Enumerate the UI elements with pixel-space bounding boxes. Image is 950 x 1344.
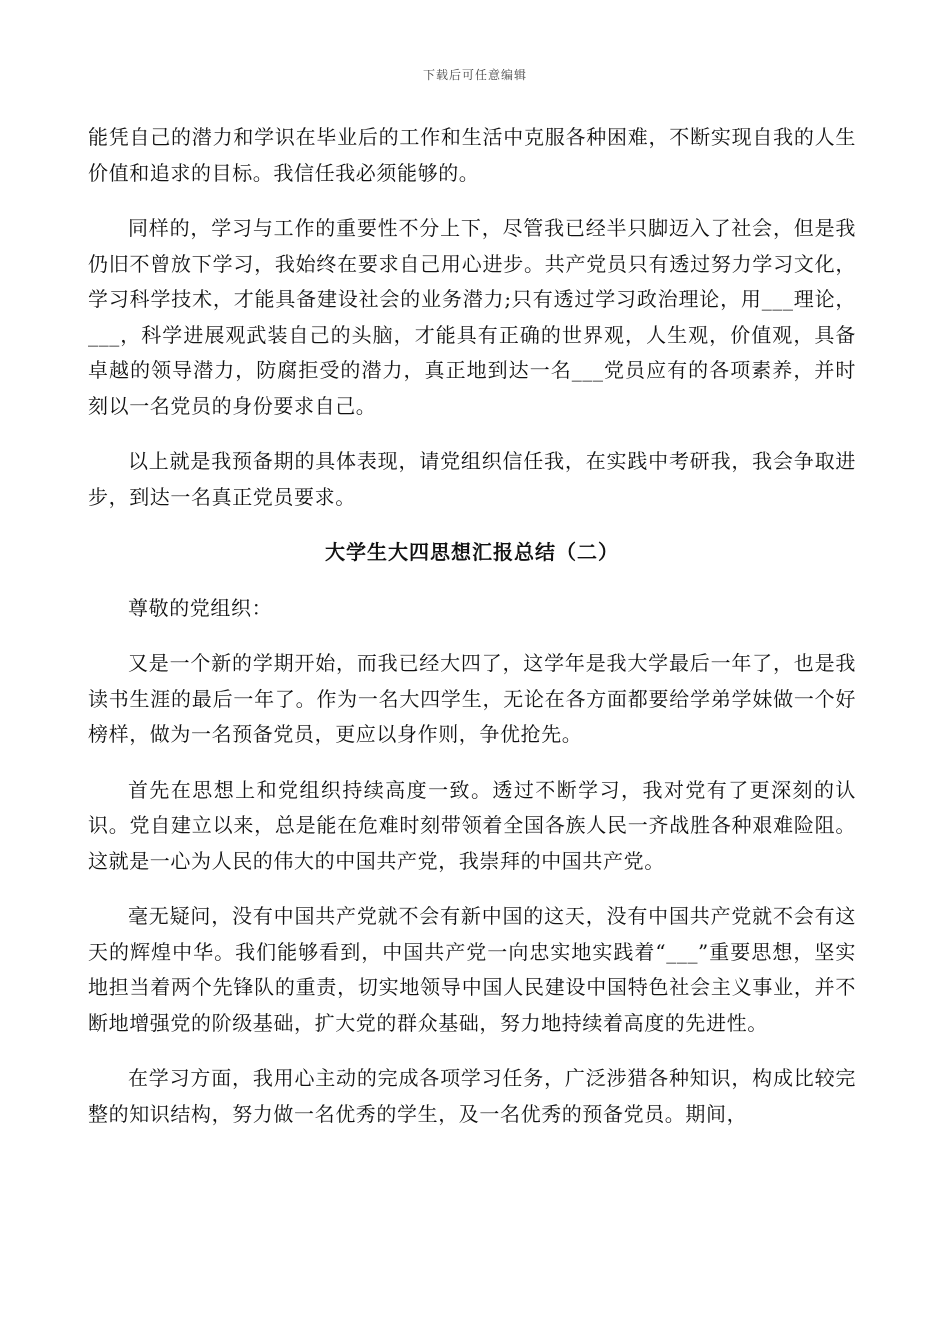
section-title: 大学生大四思想汇报总结（二）: [325, 540, 619, 564]
paragraph: 以上就是我预备期的具体表现，请党组织信任我，在实践中考研我，我会争取进步，到达一名真正党员要求。: [88, 449, 856, 509]
paragraph: 同样的，学习与工作的重要性不分上下，尽管我已经半只脚迈入了社会，但是我仍旧不曾放下学习，我始终在要求自己用心进步。共产党员只有透过努力学习文化，学习科学技术，才能具备建设社会的业务潜力;只有透过学习政治理论，用___理论，___，科学进展观武装自己的头脑，才能具有正确的世界观，人生观，价值观，具备卓越的领导潜力，防腐拒受的潜力，真正地到达一名___党员应有的各项素养，并时刻以一名党员的身份要求自己。: [88, 216, 856, 418]
paragraph-continuation: 能凭自己的潜力和学识在毕业后的工作和生活中克服各种困难，不断实现自我的人生价值和追求的目标。我信任我必须能够的。: [88, 125, 856, 185]
salutation: 尊敬的党组织：: [128, 595, 273, 620]
paragraph: 毫无疑问，没有中国共产党就不会有新中国的这天，没有中国共产党就不会有这天的辉煌中华。我们能够看到，中国共产党一向忠实地实践着“___”重要思想，坚实地担当着两个先锋队的重责，切实地领导中国人民建设中国特色社会主义事业，并不断地增强党的阶级基础，扩大党的群众基础，努力地持续着高度的先进性。: [88, 904, 856, 1035]
paragraph: 在学习方面，我用心主动的完成各项学习任务，广泛涉猎各种知识，构成比较完整的知识结构，努力做一名优秀的学生，及一名优秀的预备党员。期间，: [88, 1066, 856, 1126]
paragraph: 又是一个新的学期开始，而我已经大四了，这学年是我大学最后一年了，也是我读书生涯的最后一年了。作为一名大四学生，无论在各方面都要给学弟学妹做一个好榜样，做为一名预备党员，更应以身作则，争优抢先。: [88, 651, 856, 746]
paragraph: 首先在思想上和党组织持续高度一致。透过不断学习，我对党有了更深刻的认识。党自建立以来，总是能在危难时刻带领着全国各族人民一齐战胜各种艰难险阻。这就是一心为人民的伟大的中国共产党，我崇拜的中国共产党。: [88, 777, 856, 873]
document-body: [88, 120, 856, 1152]
page-header-note: 下载后可任意编辑: [422, 68, 527, 82]
